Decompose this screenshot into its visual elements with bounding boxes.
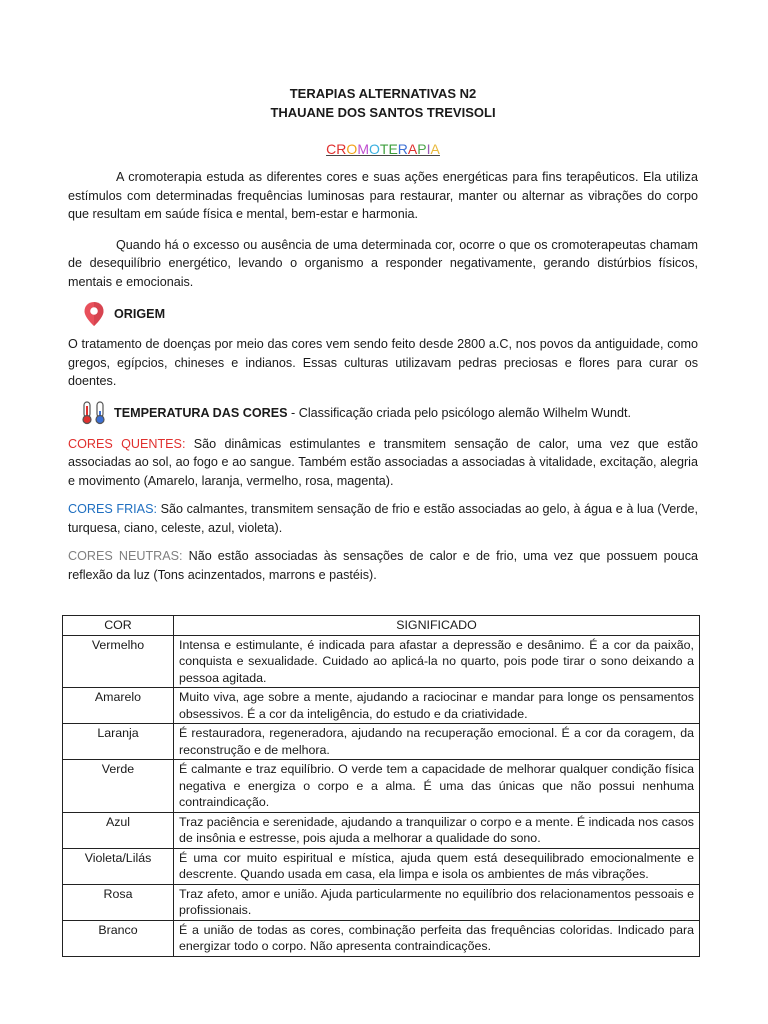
document-title: TERAPIAS ALTERNATIVAS N2 [289, 86, 477, 101]
cromoterapia-letter: O [346, 141, 358, 157]
table-header-row [63, 616, 700, 636]
cores-quentes-text: São dinâmicas estimulantes e transmitem sensação de calor, uma vez que estão associadas ao sol, ao fogo e ao sangue. Também estão associadas a associadas à vitalidade, excitação, alegria e movimento (Amarelo, laranja, vermelho, rosa, magenta). [68, 436, 698, 488]
cromoterapia-letter: M [357, 141, 369, 157]
location-pin-icon [74, 301, 114, 327]
cell-cor: Branco [63, 920, 174, 956]
cores-frias-label: CORES FRIAS: [68, 502, 157, 516]
table-row [63, 848, 700, 884]
cromoterapia-letter: R [336, 141, 347, 157]
origem-paragraph: O tratamento de doenças por meio das cores vem sendo feito desde 2800 a.C, nos povos da antiguidade, como gregos, egípcios, chineses e indianos. Essas culturas utilizavam pedras preciosas e flores para curar os doentes. [68, 337, 698, 388]
cromoterapia-letter: R [397, 141, 408, 157]
table-row [63, 812, 700, 848]
temperatura-subtitle: - Classificação criada pelo psicólogo alemão Wilhelm Wundt. [287, 405, 631, 420]
cromoterapia-letter: E [388, 141, 398, 157]
cell-cor: Violeta/Lilás [63, 848, 174, 884]
origem-heading: ORIGEM [114, 307, 166, 321]
cromoterapia-letter: A [430, 141, 440, 157]
color-meaning-table [62, 615, 700, 957]
cores-quentes-paragraph [68, 435, 698, 491]
table-row [63, 635, 700, 688]
cell-cor: Rosa [63, 884, 174, 920]
cromoterapia-letter: O [368, 141, 380, 157]
cell-significado: Traz paciência e serenidade, ajudando a tranquilizar o corpo e a mente. É indicada nos casos de insônia e estresse, pois ajuda a melhorar a qualidade do sono. [174, 812, 700, 848]
cell-cor: Vermelho [63, 635, 174, 688]
table-row [63, 760, 700, 813]
cores-quentes-label: CORES QUENTES: [68, 436, 186, 451]
cell-significado: É calmante e traz equilíbrio. O verde tem a capacidade de melhorar qualquer condição física negativa e energiza o corpo e a alma. É uma das únicas que não possui nenhuma contraindicação. [174, 760, 700, 813]
header-cor: COR [63, 616, 174, 636]
table-row [63, 920, 700, 956]
table-row [63, 884, 700, 920]
cell-cor: Verde [63, 760, 174, 813]
temperatura-heading [114, 406, 631, 420]
cell-significado: Intensa e estimulante, é indicada para afastar a depressão e desânimo. É a cor da paixão, conquista e sexualidade. Cuidado ao aplicá-la no quarto, pois pode tirar o sono deixando a pessoa agitada. [174, 635, 700, 688]
temperatura-title: TEMPERATURA DAS CORES [114, 405, 288, 420]
author-name: THAUANE DOS SANTOS TREVISOLI [270, 105, 496, 120]
cromoterapia-letter: T [379, 141, 389, 157]
cores-neutras-text: Não estão associadas às sensações de calor e de frio, uma vez que possuem pouca reflexão da luz (Tons acinzentados, marrons e pastéis). [68, 549, 698, 582]
cell-significado: É a união de todas as cores, combinação perfeita das frequências coloridas. Indicado para energizar todo o corpo. Não apresenta contraindicações. [174, 920, 700, 956]
cores-neutras-paragraph [68, 547, 698, 584]
cores-frias-text: São calmantes, transmitem sensação de frio e estão associadas ao gelo, à água e à lua (Verde, turquesa, ciano, celeste, azul, violeta). [68, 502, 698, 535]
cromoterapia-letter: A [407, 141, 418, 157]
cell-significado: Muito viva, age sobre a mente, ajudando a raciocinar e mandar para longe os pensamentos obsessivos. É a cor da inteligência, do estudo e da criatividade. [174, 688, 700, 724]
cell-cor: Azul [63, 812, 174, 848]
table-row [63, 724, 700, 760]
thermometer-icon [74, 401, 114, 425]
cell-significado: Traz afeto, amor e união. Ajuda particularmente no equilíbrio dos relacionamentos pessoais e profissionais. [174, 884, 700, 920]
document-body [68, 84, 698, 584]
cell-significado: É restauradora, regeneradora, ajudando na recuperação emocional. É a cor da coragem, da reconstrução e de melhora. [174, 724, 700, 760]
cell-cor: Amarelo [63, 688, 174, 724]
cromoterapia-letter: I [426, 141, 431, 157]
cores-neutras-label: CORES NEUTRAS: [68, 549, 183, 563]
cores-frias-paragraph [68, 500, 698, 537]
intro-paragraph-1: A cromoterapia estuda as diferentes cores e suas ações energéticas para fins terapêuticos. Ela utiliza estímulos com determinadas frequências luminosas para restaurar, manter ou alternar as vibrações do corpo que resultam em saúde física e mental, bem-estar e harmonia. [68, 170, 698, 221]
cromoterapia-word [326, 141, 440, 157]
cell-significado: É uma cor muito espiritual e mística, ajuda quem está desequilibrado emocionalmente e descrente. Quando usada em casa, ela limpa e isola os ambientes de más vibrações. [174, 848, 700, 884]
intro-paragraph-2: Quando há o excesso ou ausência de uma determinada cor, ocorre o que os cromoterapeutas chamam de desequilíbrio energético, levando o organismo a responder negativamente, gerando distúrbios físicos, mentais e emocionais. [68, 237, 698, 289]
cell-cor: Laranja [63, 724, 174, 760]
cromoterapia-letter: P [417, 141, 427, 157]
cromoterapia-heading [68, 140, 698, 158]
cromoterapia-letter: C [326, 141, 337, 157]
temperatura-heading-row [68, 399, 698, 427]
header-significado: SIGNIFICADO [174, 616, 700, 636]
table-row [63, 688, 700, 724]
origem-heading-row [68, 299, 698, 329]
